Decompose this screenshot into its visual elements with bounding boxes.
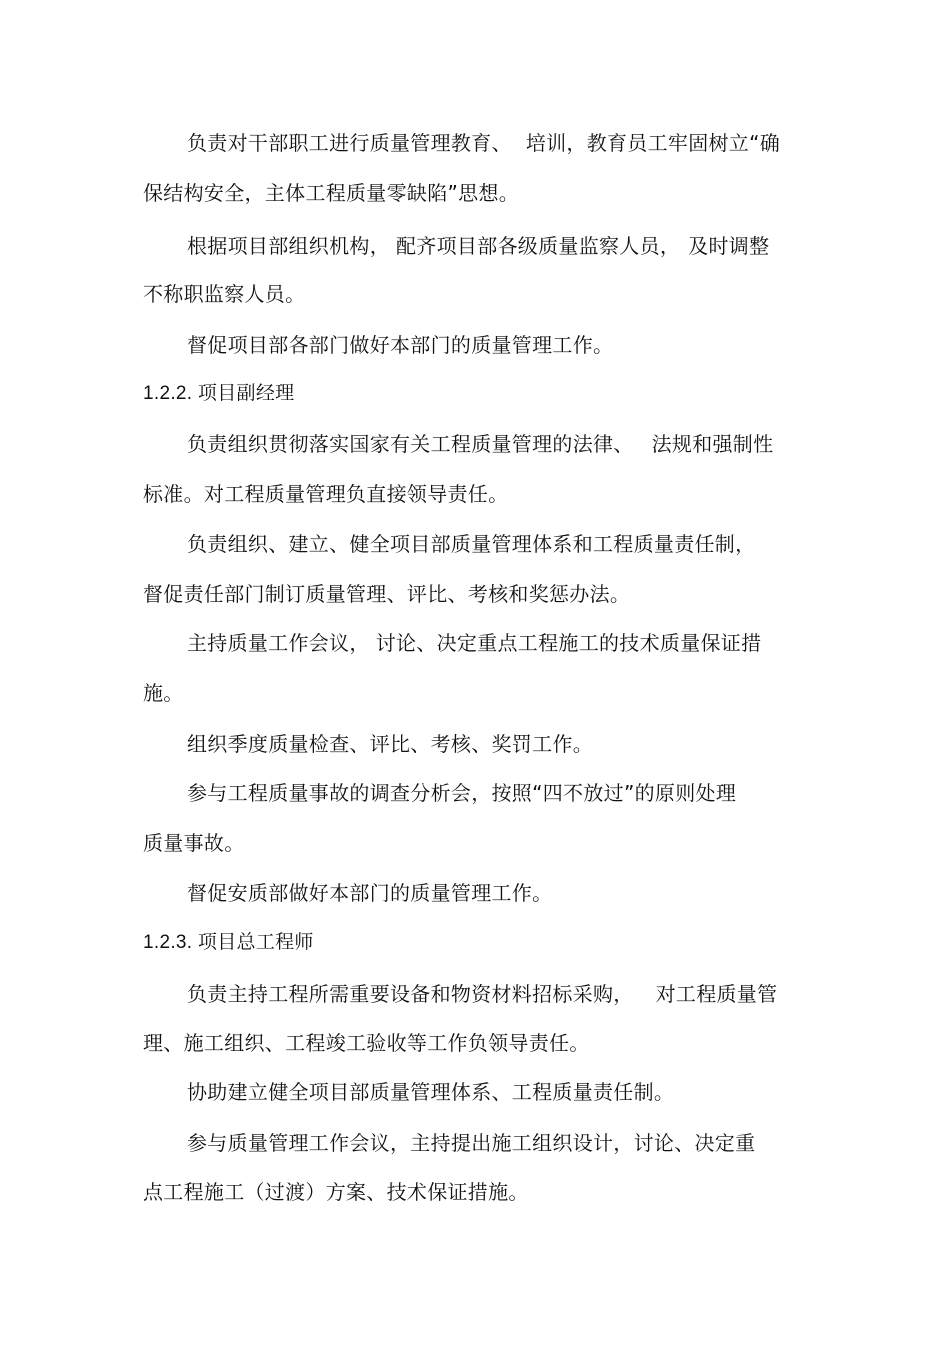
section-123-p2-line-1: 协助建立健全项目部质量管理体系、工程质量责任制。 [187,1080,675,1104]
section-122-p2-line-1: 负责组织、建立、健全项目部质量管理体系和工程质量责任制， [187,532,756,556]
section-123-p1-line-1 [187,979,777,1009]
section-122-p4-line-1: 组织季度质量检查、评比、考核、奖罚工作。 [187,732,593,756]
paragraph-1-line-2: 保结构安全，主体工程质量零缺陷”思想。 [143,181,520,205]
section-123-p1-line-2: 理、施工组织、工程竣工验收等工作负领导责任。 [143,1031,590,1055]
section-122-p2-line-2: 督促责任部门制订质量管理、评比、考核和奖惩办法。 [143,582,631,606]
section-122-p1-line-2: 标准。对工程质量管理负直接领导责任。 [143,482,509,506]
paragraph-2-line-1 [187,231,769,261]
section-123-p3-line-1: 参与质量管理工作会议，主持提出施工组织设计，讨论、决定重 [187,1131,756,1155]
text-span: 主持质量工作会议， [187,631,370,655]
text-span: 对工程质量管 [655,982,778,1006]
text-span: 法规和强制性 [651,432,774,456]
paragraph-3-line-1: 督促项目部各部门做好本部门的质量管理工作。 [187,333,614,357]
section-heading-1-2-3: 1.2.3. 项目总工程师 [143,932,314,953]
section-122-p5-line-2: 质量事故。 [143,831,245,855]
text-span: 根据项目部组织机构， [187,234,390,258]
paragraph-2-line-2: 不称职监察人员。 [143,282,306,306]
text-span: 培训，教育员工牢固树立“确 [525,131,781,155]
section-122-p3-line-1 [187,628,761,658]
text-span: 讨论、决定重点工程施工的技术质量保证措 [375,631,762,655]
section-heading-1-2-2: 1.2.2. 项目副经理 [143,383,295,404]
section-123-p3-line-2: 点工程施工（过渡）方案、技术保证措施。 [143,1180,529,1204]
text-span: 负责对干部职工进行质量管理教育、 [187,131,512,155]
section-122-p6-line-1: 督促安质部做好本部门的质量管理工作。 [187,881,553,905]
text-span: 负责组织贯彻落实国家有关工程质量管理的法律、 [187,432,634,456]
section-122-p3-line-2: 施。 [143,681,184,705]
text-span: 负责主持工程所需重要设备和物资材料招标采购， [187,982,634,1006]
paragraph-1-line-1 [187,128,780,158]
section-122-p1-line-1 [187,429,773,459]
text-span: 及时调整 [688,234,770,258]
section-122-p5-line-1: 参与工程质量事故的调查分析会，按照“四不放过”的原则处理 [187,781,737,805]
text-span: 配齐项目部各级质量监察人员， [396,234,681,258]
